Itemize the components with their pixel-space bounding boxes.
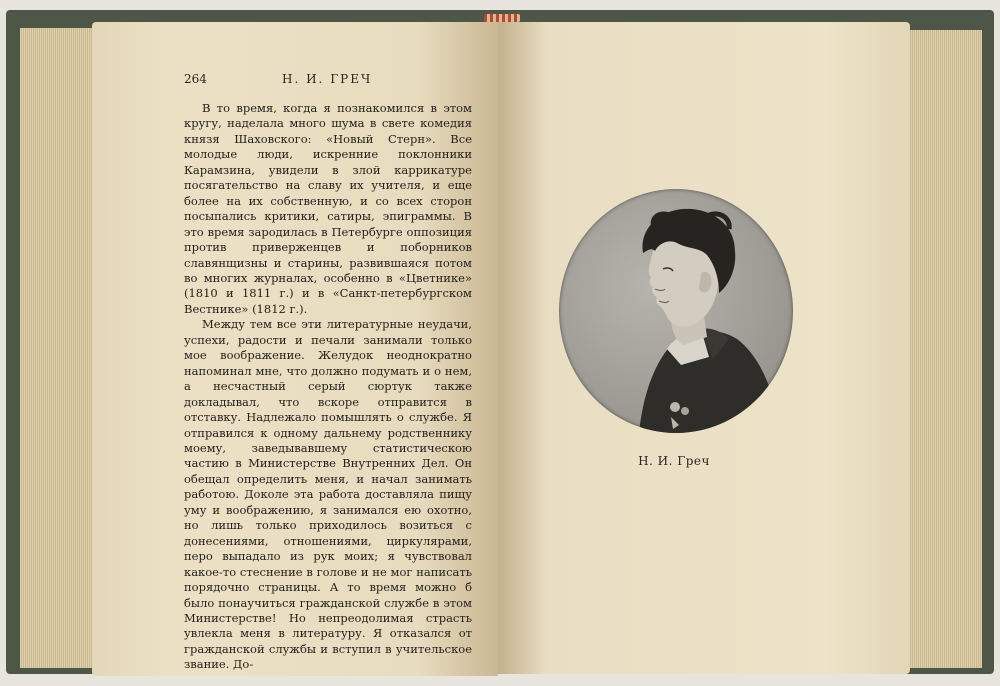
right-page xyxy=(498,22,910,674)
right-page-edges xyxy=(900,30,982,668)
portrait-caption: Н. И. Греч xyxy=(638,454,710,468)
page-number: 264 xyxy=(184,72,207,86)
portrait-engraving xyxy=(559,189,793,433)
paragraph: Между тем все эти литературные неудачи, успехи, радости и печали занимали только мое воображение. Желудок неоднократно напоминал мне, что должно подумать и о нем, а несчастный серый сюртук также докладывал, что вскоре отправится в отставку. Надлежало помышлять о службе. Я отправился к одному дальнему родственнику моему, заведывавшему статистическою частию в Министерстве Внутренних Дел. Он обещал определить меня, и начал занимать работою. Доколе эта работа доставляла пищу уму и воображению, я занимался ею охотно, но лишь только приходилось возиться с донесениями, отношениями, циркулярами, перо выпадало из рук моих; я чувствовал какое-то стеснение в голове и не мог написать порядочно страницы. А то время можно б было понаучиться гражданской службе в этом Министерстве! Но непреодолимая страсть увлекла меня в литературу. Я отказался от гражданской службы и вступил в учительское звание. До- xyxy=(184,317,472,672)
paragraph: В то время, когда я познакомился в этом кругу, наделала много шума в свете комедия князя Шаховского: «Новый Стерн». Все молодые люди, искренние поклонники Карамзина, увидели в злой каррикатуре посягательство на славу их учителя, и еще более на их собственную, и со всех сторон посыпались критики, сатиры, эпиграммы. В это время зародилась в Петербурге оппозиция против приверженцев и поборников славянщизны и старины, развившаяся потом во многих журналах, особенно в «Цветнике» (1810 и 1811 г.) и в «Санкт-петербургском Вестнике» (1812 г.). xyxy=(184,101,472,316)
headband xyxy=(484,14,520,22)
page-heading: Н. И. ГРЕЧ xyxy=(282,72,373,86)
portrait-illustration xyxy=(559,189,793,433)
left-page xyxy=(92,22,498,676)
body-text xyxy=(184,101,472,673)
left-page-edges xyxy=(20,28,96,668)
